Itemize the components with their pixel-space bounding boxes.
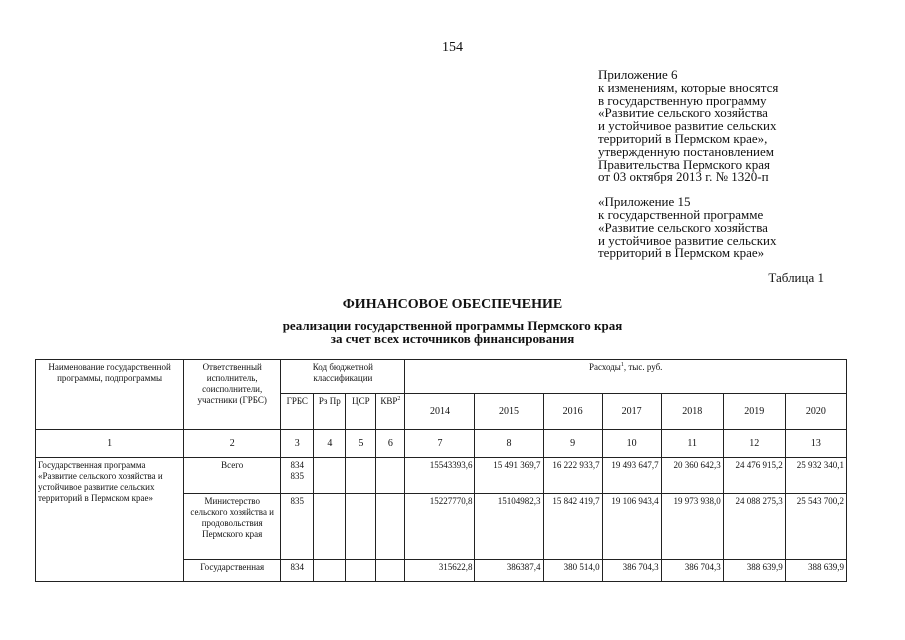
header-expenses-group — [405, 360, 847, 394]
value-cell: 24 476 915,2 — [723, 458, 785, 494]
appendix-line: и устойчивое развитие сельских — [598, 232, 777, 248]
executor-cell: Всего — [184, 458, 281, 494]
value-cell: 15 842 419,7 — [543, 494, 602, 560]
header-code-group: Код бюджетной классификации — [281, 360, 405, 394]
appendix-lines-b — [598, 196, 898, 260]
appendix-line: и устойчивое развитие сельских — [598, 118, 777, 134]
value-cell: 315622,8 — [405, 560, 475, 582]
value-cell: 15 491 369,7 — [475, 458, 543, 494]
value-cell: 388 639,9 — [785, 560, 846, 582]
column-number: 3 — [281, 430, 314, 458]
csr-cell — [346, 494, 376, 560]
header-csr: ЦСР — [346, 394, 376, 430]
column-number: 13 — [785, 430, 846, 458]
expenses-footnote: 1 — [620, 362, 624, 368]
appendix-block — [598, 69, 898, 260]
column-number: 12 — [723, 430, 785, 458]
csr-cell — [346, 458, 376, 494]
header-year: 2014 — [405, 394, 475, 430]
appendix-line: Приложение 6 — [598, 67, 678, 82]
appendix-line: «Развитие сельского хозяйства — [598, 105, 768, 121]
document-title: ФИНАНСОВОЕ ОБЕСПЕЧЕНИЕ — [342, 297, 563, 312]
rzpr-cell — [314, 560, 346, 582]
header-kvr — [376, 394, 405, 430]
header-year: 2016 — [543, 394, 602, 430]
subtitle-line-2: за счет всех источников финансирования — [330, 330, 575, 346]
column-number: 2 — [184, 430, 281, 458]
kvr-cell — [376, 494, 405, 560]
value-cell: 15227770,8 — [405, 494, 475, 560]
executor-cell: Государственная — [184, 560, 281, 582]
header-year: 2018 — [661, 394, 723, 430]
value-cell: 19 973 938,0 — [661, 494, 723, 560]
value-cell: 19 493 647,7 — [602, 458, 661, 494]
column-number: 7 — [405, 430, 475, 458]
value-cell: 380 514,0 — [543, 560, 602, 582]
kvr-cell — [376, 560, 405, 582]
header-rzpr: Рз Пр — [314, 394, 346, 430]
grbs-cell: 835 — [281, 494, 314, 560]
appendix-line: в государственную программу — [598, 92, 767, 108]
document-subtitle — [0, 320, 905, 345]
value-cell: 15543393,6 — [405, 458, 475, 494]
page-number: 154 — [442, 40, 463, 55]
column-number: 9 — [543, 430, 602, 458]
csr-cell — [346, 560, 376, 582]
expenses-label: Расходы — [588, 362, 621, 372]
rzpr-cell — [314, 494, 346, 560]
table-label: Таблица 1 — [768, 270, 824, 285]
appendix-line: территорий в Пермском крае» — [598, 245, 765, 261]
value-cell: 386 704,3 — [602, 560, 661, 582]
executor-cell: Министерство сельского хозяйства и продовольствия Пермского края — [184, 494, 281, 560]
rzpr-cell — [314, 458, 346, 494]
kvr-label: КВР — [380, 396, 398, 406]
appendix-line: «Приложение 15 — [598, 194, 691, 210]
header-year: 2015 — [475, 394, 543, 430]
header-year: 2020 — [785, 394, 846, 430]
column-number: 8 — [475, 430, 543, 458]
kvr-footnote: 2 — [397, 396, 401, 402]
appendix-line: от 03 октября 2013 г. № 1320-п — [598, 169, 769, 185]
program-name-cell: Государственная программа «Развитие сельского хозяйства и устойчивое развитие сельских территорий в Пермском крае» — [36, 458, 184, 582]
appendix-line: утвержденную постановлением — [598, 143, 775, 159]
header-grbs: ГРБС — [281, 394, 314, 430]
financing-table — [35, 359, 847, 582]
value-cell: 20 360 642,3 — [661, 458, 723, 494]
appendix-line: «Развитие сельского хозяйства — [598, 219, 768, 235]
header-executor: Ответственный исполнитель, соисполнители, участники (ГРБС) — [184, 360, 281, 430]
appendix-line: к изменениям, которые вносятся — [598, 79, 779, 95]
value-cell: 15104982,3 — [475, 494, 543, 560]
value-cell: 386 704,3 — [661, 560, 723, 582]
subtitle-line-1: реализации государственной программы Пермского края — [282, 318, 623, 333]
column-number: 5 — [346, 430, 376, 458]
appendix-line: Правительства Пермского края — [598, 156, 770, 172]
appendix-line: к государственной программе — [598, 206, 764, 222]
value-cell: 386387,4 — [475, 560, 543, 582]
column-number: 10 — [602, 430, 661, 458]
column-number: 6 — [376, 430, 405, 458]
value-cell: 16 222 933,7 — [543, 458, 602, 494]
table-row — [36, 458, 847, 494]
value-cell: 19 106 943,4 — [602, 494, 661, 560]
value-cell: 25 932 340,1 — [785, 458, 846, 494]
grbs-cell: 834 835 — [281, 458, 314, 494]
appendix-line: территорий в Пермском крае», — [598, 130, 768, 146]
column-number: 1 — [36, 430, 184, 458]
grbs-cell: 834 — [281, 560, 314, 582]
appendix-lines-a — [598, 69, 898, 184]
value-cell: 388 639,9 — [723, 560, 785, 582]
header-year: 2017 — [602, 394, 661, 430]
column-number: 4 — [314, 430, 346, 458]
header-name: Наименование государственной программы, подпрограммы — [36, 360, 184, 430]
kvr-cell — [376, 458, 405, 494]
column-number: 11 — [661, 430, 723, 458]
expenses-unit: , тыс. руб. — [623, 362, 663, 372]
value-cell: 25 543 700,2 — [785, 494, 846, 560]
value-cell: 24 088 275,3 — [723, 494, 785, 560]
header-year: 2019 — [723, 394, 785, 430]
